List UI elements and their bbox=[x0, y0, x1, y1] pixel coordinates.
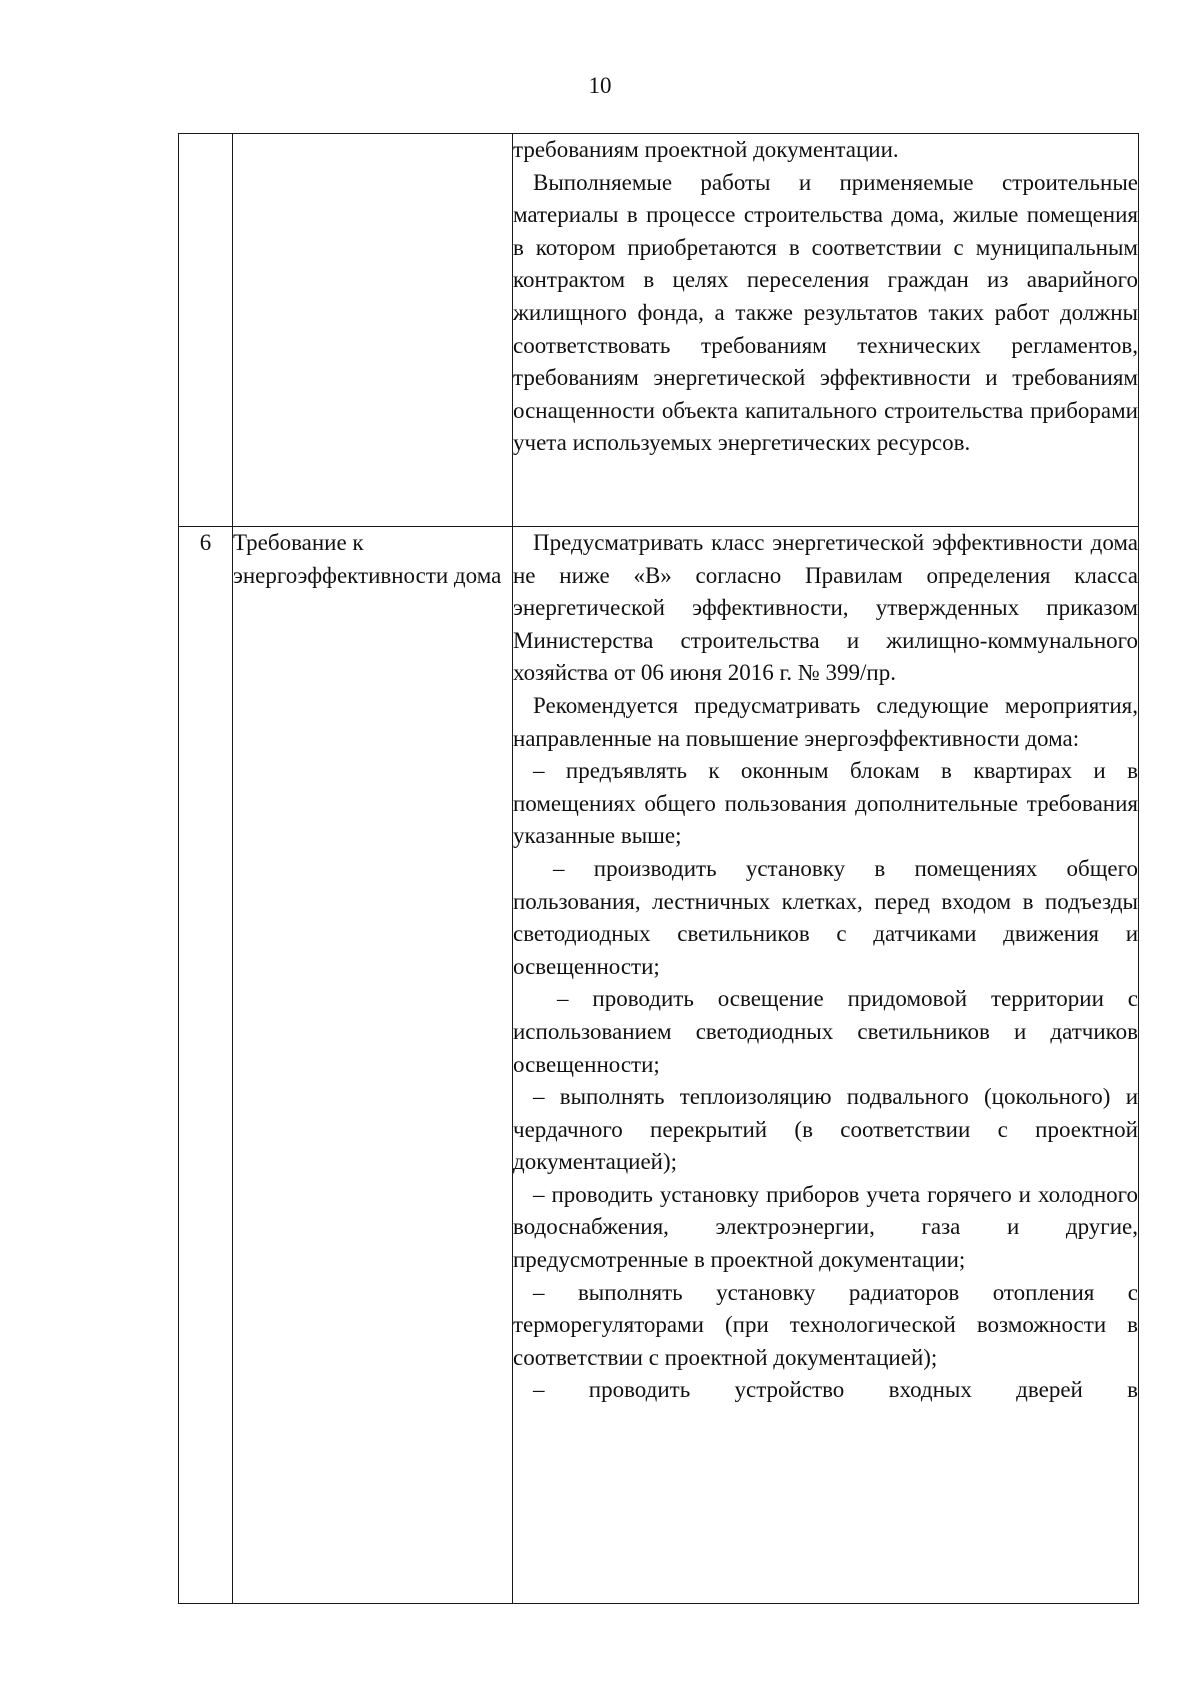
row-body-cell bbox=[513, 134, 1139, 527]
paragraph: Рекомендуется предусматривать следующие мероприятия, направленные на повышение энергоэффективности дома: bbox=[513, 692, 1138, 751]
list-item: – проводить установку приборов учета горячего и холодного водоснабжения, электроэнергии, газа и другие, предусмотренные в проектной документации; bbox=[513, 1181, 1138, 1273]
row-number-cell: 6 bbox=[179, 527, 233, 1604]
list-item: – выполнять теплоизоляцию подвального (цокольного) и чердачного перекрытий (в соответствии с проектной документацией); bbox=[513, 1084, 1138, 1175]
list-item: – выполнять установку радиаторов отопления с терморегуляторами (при технологической возможности в соответствии с проектной документацией); bbox=[513, 1279, 1138, 1370]
row-body-cell bbox=[513, 527, 1139, 1604]
table-row bbox=[179, 134, 1139, 527]
list-item: – производить установку в помещениях общего пользования, лестничных клетках, перед входом в подъезды светодиодных светильников с датчиками движения и освещенности; bbox=[513, 855, 1138, 979]
list-item: – предъявлять к оконным блокам в квартирах и в помещениях общего пользования дополнительные требования указанные выше; bbox=[513, 758, 1138, 849]
paragraph: требованиям проектной документации. bbox=[513, 137, 899, 162]
table-row bbox=[179, 527, 1139, 1604]
row-title-cell bbox=[233, 134, 513, 527]
row-number-cell bbox=[179, 134, 233, 527]
paragraph: Предусматривать класс энергетической эффективности дома не ниже «В» согласно Правилам определения класса энергетической эффективности, утвержденных приказом Министерства строительства и жилищно-коммунального хозяйства от 06 июня 2016 г. № 399/пр. bbox=[513, 530, 1138, 686]
requirements-table bbox=[178, 133, 1139, 1604]
list-item: – проводить освещение придомовой территории с использованием светодиодных светильников и датчиков освещенности; bbox=[513, 986, 1138, 1077]
list-item: – проводить устройство входных дверей в bbox=[533, 1377, 1138, 1403]
row-title-cell: Требование к энергоэффективности дома bbox=[233, 527, 513, 1604]
paragraph: Выполняемые работы и применяемые строительные материалы в процессе строительства дома, жилые помещения в котором приобретаются в соответствии с муниципальным контрактом в целях переселения граждан из аварийного жилищного фонда, а также результатов таких работ должны соответствовать требованиям технических регламентов, требованиям энергетической эффективности и требованиям оснащенности объекта капитального строительства приборами учета используемых энергетических ресурсов. bbox=[513, 169, 1138, 456]
page-number: 10 bbox=[588, 73, 612, 98]
